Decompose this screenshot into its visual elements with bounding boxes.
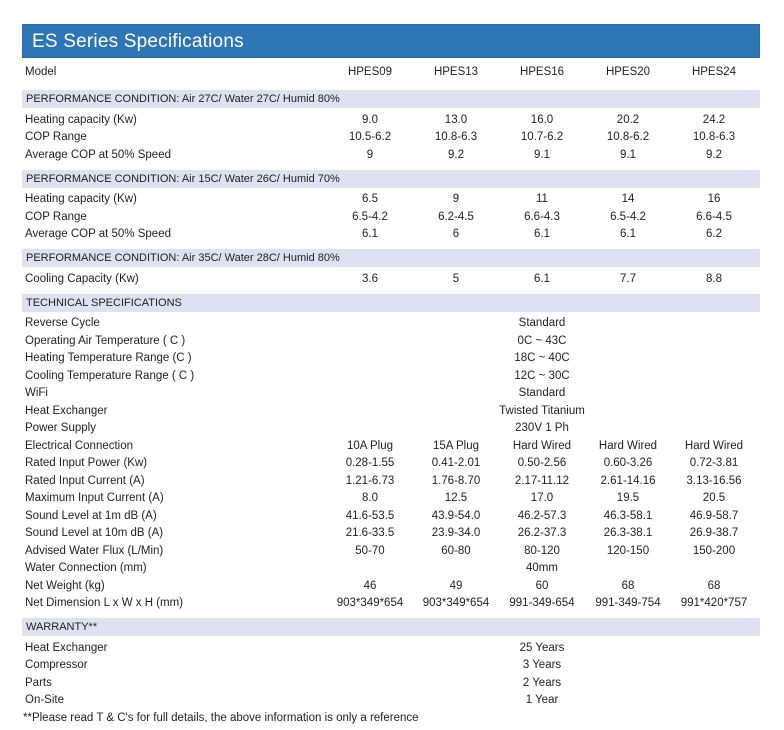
row-label: Average COP at 50% Speed (25, 148, 171, 161)
span-value-cell: 3 Years (522, 659, 562, 672)
value-cell: 68 (621, 579, 635, 592)
table-row (22, 402, 760, 420)
value-cell: 10.7-6.2 (520, 131, 564, 144)
table-row (22, 270, 760, 288)
value-cell: 43.9-54.0 (431, 509, 481, 522)
value-cell: 2.17-11.12 (514, 474, 570, 487)
value-cell: 0.50-2.56 (517, 457, 567, 470)
table-row (22, 639, 760, 657)
value-cell: 991-349-654 (509, 597, 575, 610)
table-row (22, 472, 760, 490)
table-row (22, 577, 760, 595)
row-label: Compressor (25, 659, 88, 672)
value-cell: 14 (621, 193, 635, 206)
value-cell: 9.1 (534, 148, 550, 161)
value-cell: 8.8 (706, 272, 722, 285)
value-cell: 80-120 (524, 544, 560, 557)
value-cell: 9.2 (706, 148, 722, 161)
table-row (22, 420, 760, 438)
row-label: Operating Air Temperature ( C ) (25, 334, 186, 347)
value-cell: 26.9-38.7 (689, 527, 739, 540)
table-row (22, 191, 760, 209)
row-label: Cooling Temperature Range ( C ) (25, 369, 195, 382)
value-cell: 6.2-4.5 (438, 210, 474, 223)
span-value-cell: 230V 1 Ph (515, 422, 569, 435)
value-cell: 903*349*654 (422, 597, 490, 610)
column-header-hpes09: HPES09 (347, 66, 393, 78)
value-cell: 6.1 (534, 228, 550, 241)
value-cell: 11 (536, 193, 548, 206)
value-cell: 3.13-16.56 (686, 474, 742, 487)
table-row (22, 525, 760, 543)
value-cell: 0.60-3.26 (603, 457, 653, 470)
table-row (22, 507, 760, 525)
row-label: Heat Exchanger (25, 404, 108, 417)
span-value-cell: 25 Years (519, 641, 565, 654)
value-cell: 15A Plug (432, 439, 480, 452)
value-cell: 1.21-6.73 (345, 474, 395, 487)
value-cell: 68 (707, 579, 721, 592)
row-label: On-Site (25, 694, 64, 707)
value-cell: 24.2 (702, 113, 726, 126)
table-row (22, 657, 760, 675)
row-label: Water Connection (mm) (25, 562, 147, 575)
row-label: Heating capacity (Kw) (25, 193, 137, 206)
value-cell: 150-200 (692, 544, 736, 557)
value-cell: 26.2-37.3 (517, 527, 567, 540)
value-cell: 20.2 (616, 113, 640, 126)
row-label: COP Range (25, 210, 87, 223)
page-title: ES Series Specifications (22, 24, 760, 58)
value-cell: 12.5 (444, 492, 468, 505)
value-cell: 46.2-57.3 (517, 509, 567, 522)
table-row (22, 367, 760, 385)
value-cell: 6.1 (362, 228, 378, 241)
footnote-text: **Please read T & C's for full details, the above information is only a reference (23, 712, 419, 724)
table-row (22, 455, 760, 473)
table-row (22, 226, 760, 244)
table-row (22, 111, 760, 129)
value-cell: 8.0 (362, 492, 378, 505)
table-row (22, 129, 760, 147)
value-cell: 6.6-4.5 (696, 210, 732, 223)
value-cell: 10.5-6.2 (348, 131, 392, 144)
row-label: Power Supply (25, 422, 96, 435)
value-cell: 20.5 (702, 492, 726, 505)
span-value-cell: 18C ~ 40C (514, 352, 570, 365)
table-row (22, 146, 760, 164)
span-value-cell: Twisted Titanium (499, 404, 585, 417)
value-cell: Hard Wired (598, 439, 658, 452)
value-cell: 9 (366, 148, 374, 161)
span-value-cell: 2 Years (522, 676, 562, 689)
row-label: Sound Level at 1m dB (A) (25, 509, 157, 522)
column-header-hpes20: HPES20 (605, 66, 651, 78)
value-cell: 23.9-34.0 (431, 527, 481, 540)
value-cell: 2.61-14.16 (600, 474, 656, 487)
value-cell: 0.41-2.01 (431, 457, 481, 470)
value-cell: 46 (363, 579, 377, 592)
row-label: Electrical Connection (25, 439, 134, 452)
value-cell: 10.8-6.3 (434, 131, 478, 144)
row-label: Advised Water Flux (L/Min) (25, 544, 164, 557)
value-cell: Hard Wired (684, 439, 744, 452)
value-cell: 16.0 (530, 113, 554, 126)
value-cell: 50-70 (355, 544, 385, 557)
value-cell: 6.1 (534, 272, 550, 285)
value-cell: 60 (535, 579, 549, 592)
column-header-hpes13: HPES13 (433, 66, 479, 78)
value-cell: 3.6 (362, 272, 378, 285)
value-cell: 6.5 (362, 193, 378, 206)
value-cell: Hard Wired (512, 439, 572, 452)
table-row (22, 315, 760, 333)
table-row (22, 674, 760, 692)
row-label: Sound Level at 10m dB (A) (25, 527, 164, 540)
value-cell: 6.6-4.3 (524, 210, 560, 223)
value-cell: 9.0 (362, 113, 378, 126)
value-cell: 19.5 (616, 492, 640, 505)
table-row (22, 350, 760, 368)
value-cell: 6.5-4.2 (352, 210, 388, 223)
span-value-cell: 1 Year (525, 694, 559, 707)
value-cell: 903*349*654 (336, 597, 404, 610)
value-cell: 6.5-4.2 (610, 210, 646, 223)
table-row (22, 692, 760, 710)
row-label: Rated Input Power (Kw) (25, 457, 148, 470)
row-label: Net Weight (kg) (25, 579, 105, 592)
table-row (22, 560, 760, 578)
section-band: PERFORMANCE CONDITION: Air 27C/ Water 27C/ Humid 80% (22, 90, 760, 108)
value-cell: 46.3-58.1 (603, 509, 653, 522)
value-cell: 0.28-1.55 (345, 457, 395, 470)
table-row (22, 490, 760, 508)
value-cell: 46.9-58.7 (689, 509, 739, 522)
value-cell: 60-80 (441, 544, 471, 557)
spec-table-body (22, 90, 760, 709)
value-cell: 1.76-8.70 (431, 474, 481, 487)
row-label: Heating capacity (Kw) (25, 113, 137, 126)
value-cell: 120-150 (606, 544, 650, 557)
value-cell: 9.1 (620, 148, 636, 161)
row-label: Average COP at 50% Speed (25, 228, 171, 241)
row-label: Parts (25, 676, 52, 689)
row-label: WiFi (25, 387, 48, 400)
model-header-row (22, 60, 760, 84)
value-cell: 9 (452, 193, 460, 206)
value-cell: 991-349-754 (595, 597, 661, 610)
value-cell: 991*420*757 (680, 597, 748, 610)
section-band: TECHNICAL SPECIFICATIONS (22, 294, 760, 312)
column-header-hpes24: HPES24 (691, 66, 737, 78)
row-label: Heating Temperature Range (C ) (25, 352, 192, 365)
value-cell: 6 (452, 228, 460, 241)
value-cell: 6.1 (620, 228, 636, 241)
value-cell: 9.2 (448, 148, 464, 161)
span-value-cell: 40mm (526, 562, 558, 575)
value-cell: 21.6-33.5 (345, 527, 395, 540)
value-cell: 16 (707, 193, 721, 206)
value-cell: 10.8-6.3 (692, 131, 736, 144)
spec-sheet-content (22, 24, 760, 724)
value-cell: 5 (452, 272, 460, 285)
table-row (22, 208, 760, 226)
value-cell: 0.72-3.81 (689, 457, 739, 470)
span-value-cell: Standard (518, 317, 566, 330)
value-cell: 26.3-38.1 (603, 527, 653, 540)
row-label: Net Dimension L x W x H (mm) (25, 597, 184, 610)
table-row (22, 385, 760, 403)
table-row (22, 595, 760, 613)
value-cell: 13.0 (444, 113, 468, 126)
table-row (22, 542, 760, 560)
row-label: COP Range (25, 131, 87, 144)
section-band: PERFORMANCE CONDITION: Air 15C/ Water 26C/ Humid 70% (22, 170, 760, 188)
value-cell: 41.6-53.5 (345, 509, 395, 522)
value-cell: 6.2 (706, 228, 722, 241)
value-cell: 17.0 (530, 492, 554, 505)
value-cell: 49 (449, 579, 463, 592)
table-row (22, 332, 760, 350)
table-row (22, 437, 760, 455)
column-header-hpes16: HPES16 (519, 66, 565, 78)
model-header-label: Model (25, 66, 57, 78)
row-label: Cooling Capacity (Kw) (25, 272, 139, 285)
span-value-cell: Standard (518, 387, 566, 400)
span-value-cell: 0C ~ 43C (517, 334, 567, 347)
value-cell: 10A Plug (346, 439, 394, 452)
row-label: Rated Input Current (A) (25, 474, 145, 487)
span-value-cell: 12C ~ 30C (514, 369, 570, 382)
section-band: PERFORMANCE CONDITION: Air 35C/ Water 28C/ Humid 80% (22, 249, 760, 267)
row-label: Reverse Cycle (25, 317, 100, 330)
value-cell: 7.7 (620, 272, 636, 285)
row-label: Maximum Input Current (A) (25, 492, 164, 505)
section-band: WARRANTY** (22, 618, 760, 636)
value-cell: 10.8-6.2 (606, 131, 650, 144)
row-label: Heat Exchanger (25, 641, 108, 654)
